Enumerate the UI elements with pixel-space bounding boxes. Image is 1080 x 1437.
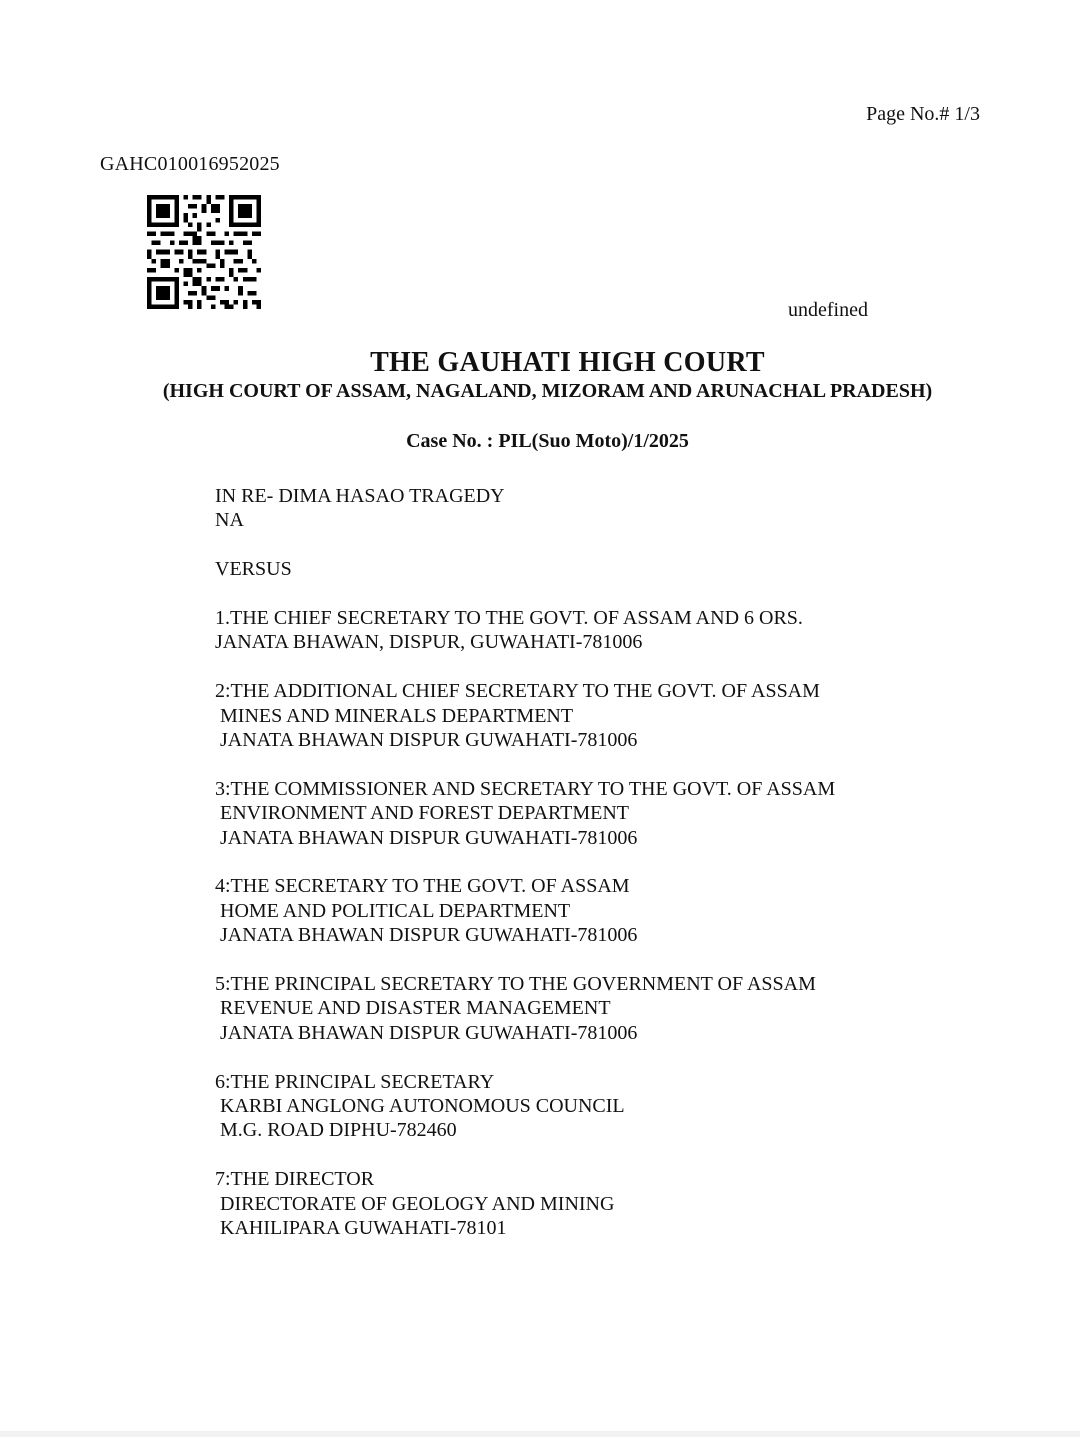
- petitioner-line: NA: [215, 509, 244, 532]
- respondent-line: 5:THE PRINCIPAL SECRETARY TO THE GOVERNMENT OF ASSAM: [215, 973, 816, 996]
- qr-code-icon: [147, 195, 261, 309]
- respondent-line: JANATA BHAWAN DISPUR GUWAHATI-781006: [215, 826, 638, 849]
- respondent-block: [215, 1070, 975, 1143]
- court-subtitle: (HIGH COURT OF ASSAM, NAGALAND, MIZORAM AND ARUNACHAL PRADESH): [162, 380, 933, 402]
- respondent-line: JANATA BHAWAN DISPUR GUWAHATI-781006: [215, 924, 638, 947]
- parties-block: [215, 484, 975, 1240]
- respondent-line: 3:THE COMMISSIONER AND SECRETARY TO THE GOVT. OF ASSAM: [215, 777, 836, 800]
- case-number: Case No. : PIL(Suo Moto)/1/2025: [406, 430, 689, 452]
- respondent-line: ENVIRONMENT AND FOREST DEPARTMENT: [215, 802, 630, 825]
- respondent-line: JANATA BHAWAN, DISPUR, GUWAHATI-781006: [215, 631, 643, 654]
- respondent-line: 6:THE PRINCIPAL SECRETARY: [215, 1070, 495, 1093]
- undefined-text: undefined: [788, 299, 868, 321]
- versus-label: VERSUS: [215, 558, 292, 581]
- respondent-line: 4:THE SECRETARY TO THE GOVT. OF ASSAM: [215, 875, 630, 898]
- respondent-line: JANATA BHAWAN DISPUR GUWAHATI-781006: [215, 1021, 638, 1044]
- respondent-block: [215, 777, 975, 850]
- respondent-line: KAHILIPARA GUWAHATI-78101: [215, 1217, 507, 1240]
- respondent-block: [215, 1167, 975, 1240]
- petitioner-line: IN RE- DIMA HASAO TRAGEDY: [215, 485, 505, 507]
- document-id: GAHC010016952025: [100, 153, 280, 175]
- respondent-line: KARBI ANGLONG AUTONOMOUS COUNCIL: [215, 1095, 625, 1118]
- respondent-line: 7:THE DIRECTOR: [215, 1168, 375, 1191]
- respondent-line: HOME AND POLITICAL DEPARTMENT: [215, 899, 571, 922]
- respondent-line: JANATA BHAWAN DISPUR GUWAHATI-781006: [215, 729, 638, 752]
- respondent-block: [215, 972, 975, 1045]
- respondent-line: REVENUE AND DISASTER MANAGEMENT: [215, 997, 611, 1020]
- respondent-line: 2:THE ADDITIONAL CHIEF SECRETARY TO THE GOVT. OF ASSAM: [215, 680, 820, 703]
- respondent-block: [215, 679, 975, 752]
- page-bottom-divider: [0, 1431, 1080, 1437]
- page-number: Page No.# 1/3: [866, 103, 980, 125]
- respondent-block: [215, 606, 975, 655]
- respondent-line: 1.THE CHIEF SECRETARY TO THE GOVT. OF ASSAM AND 6 ORS.: [215, 607, 803, 629]
- respondent-line: M.G. ROAD DIPHU-782460: [215, 1119, 457, 1142]
- respondent-block: [215, 874, 975, 947]
- respondent-line: DIRECTORATE OF GEOLOGY AND MINING: [215, 1192, 615, 1215]
- respondent-line: MINES AND MINERALS DEPARTMENT: [215, 704, 574, 727]
- court-title: THE GAUHATI HIGH COURT: [370, 347, 765, 378]
